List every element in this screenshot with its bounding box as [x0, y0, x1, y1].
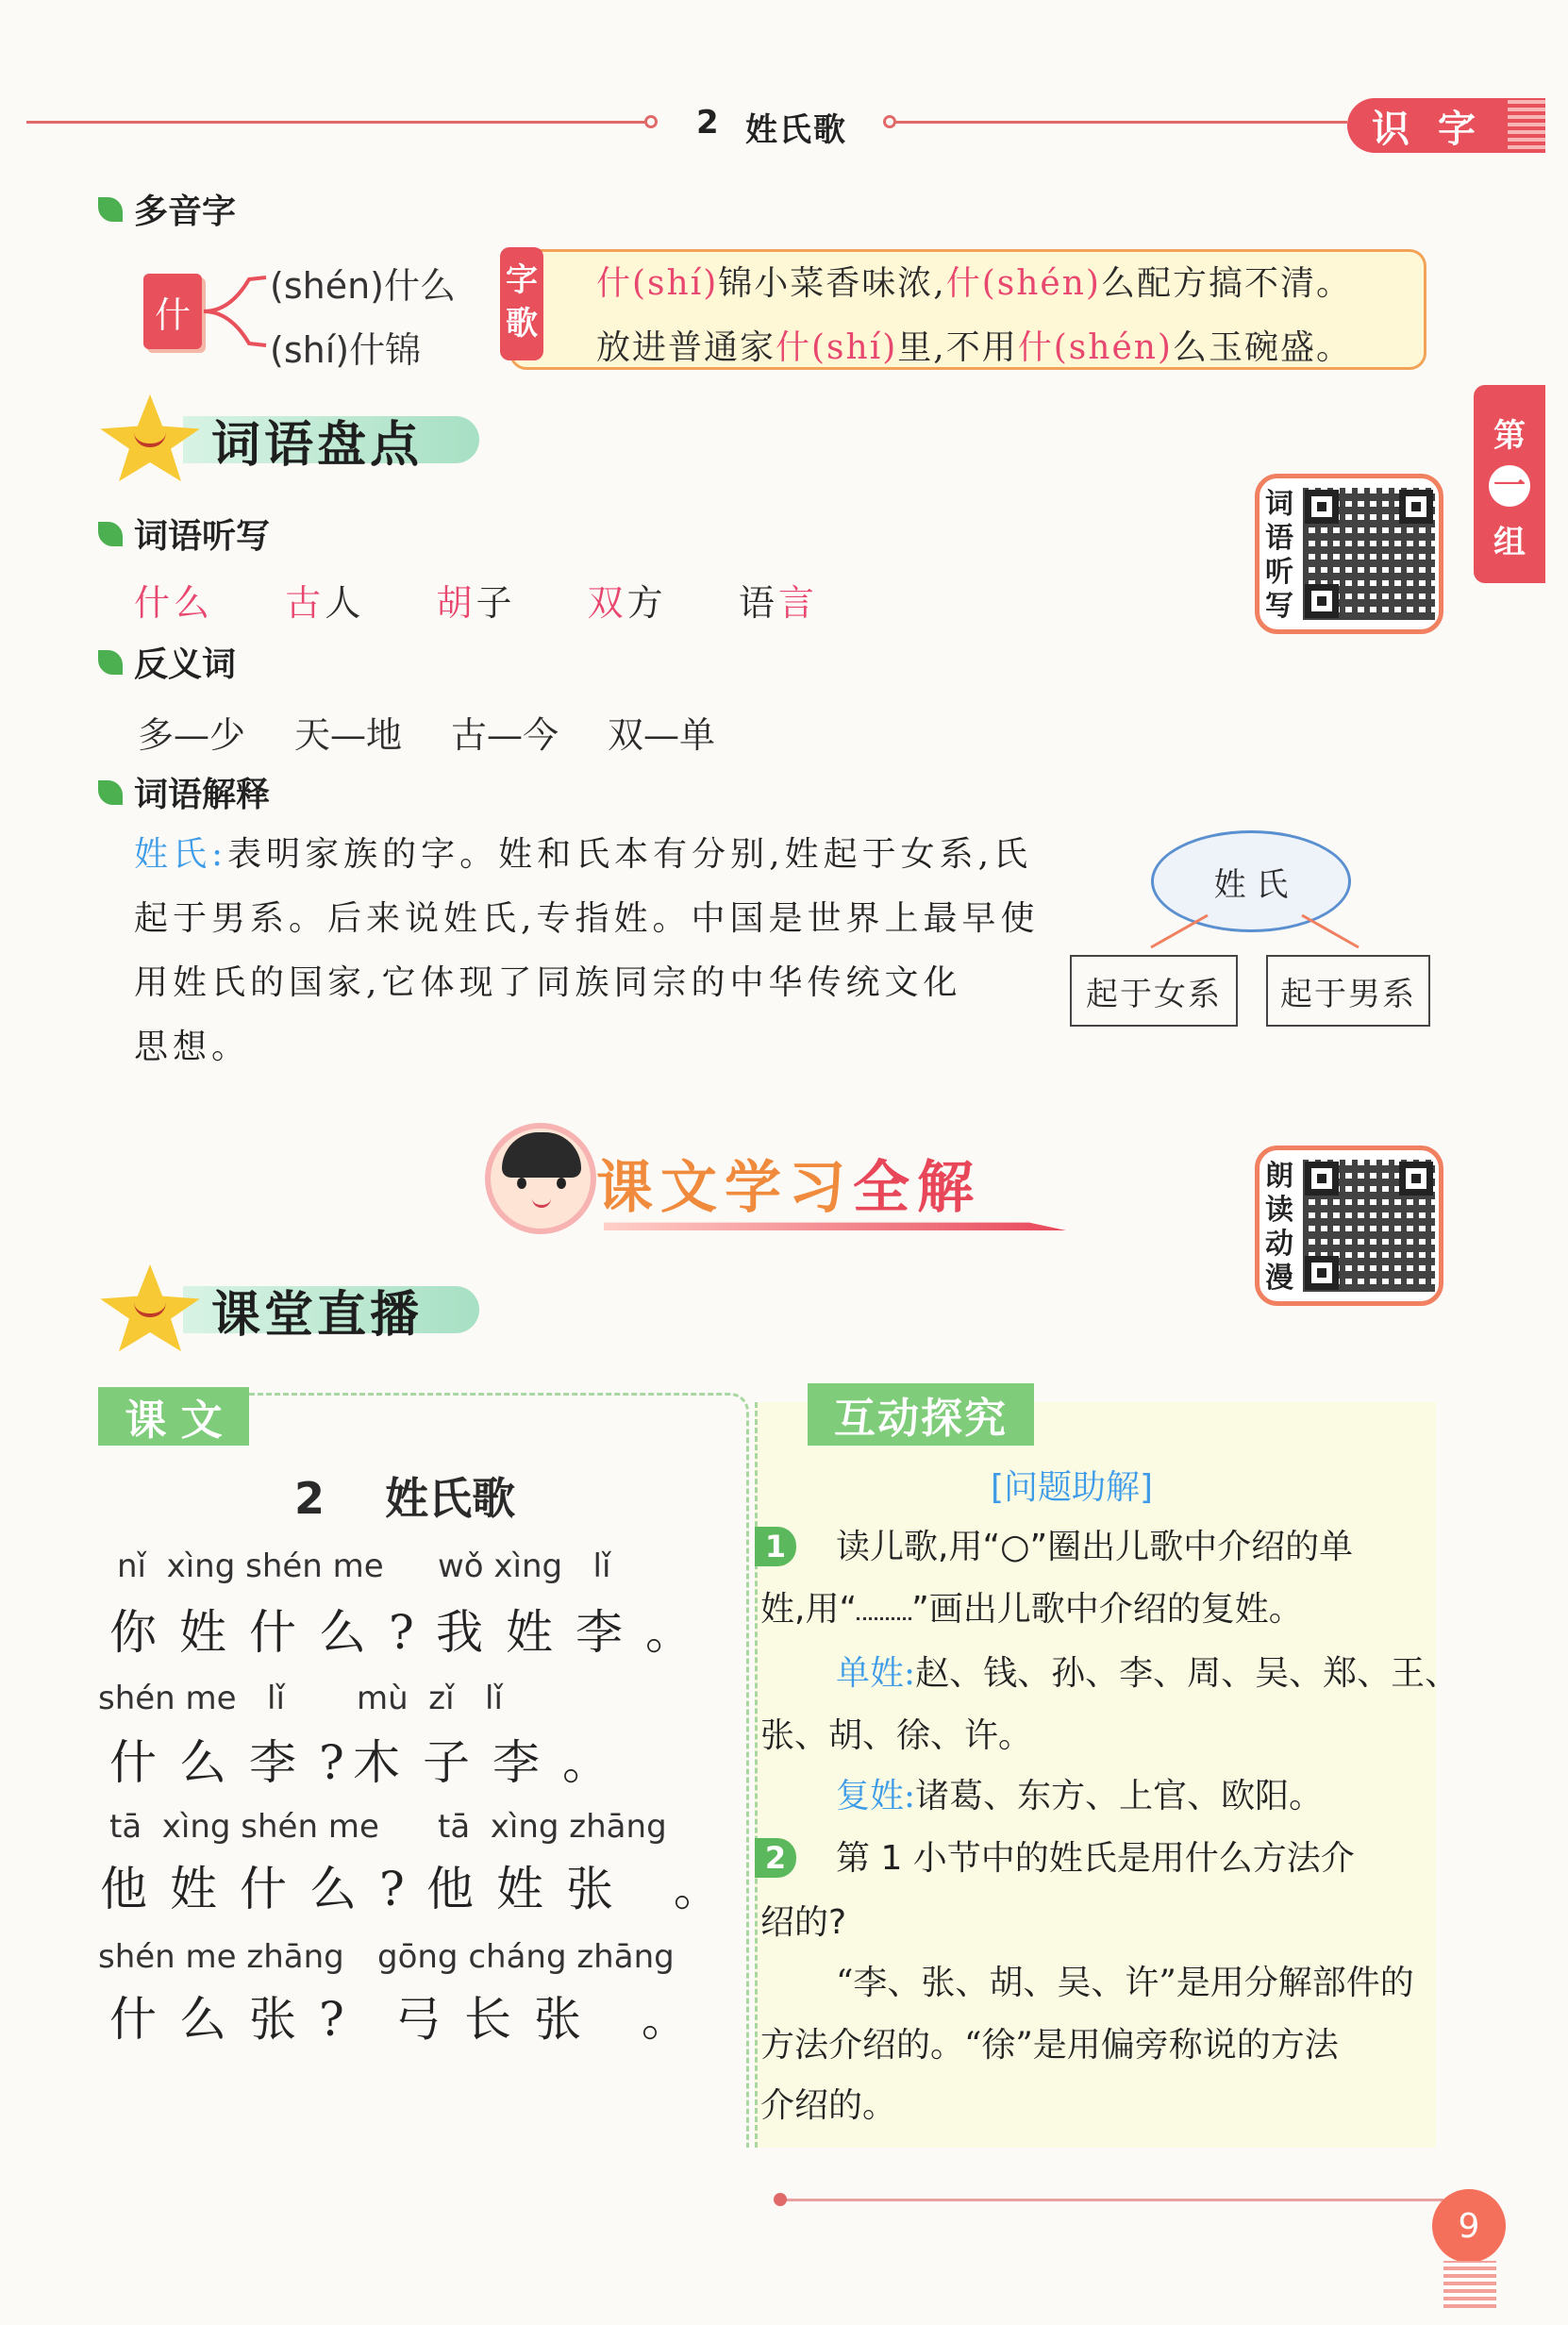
question-1-text: 读儿歌,用“○”圈出儿歌中介绍的单 — [836, 1528, 1354, 1566]
antonyms-heading-text: 反义词 — [134, 645, 237, 684]
question-2-line-2: 绍的? — [760, 1903, 847, 1942]
qr-eye — [1399, 490, 1433, 524]
explain-term: 姓氏: — [134, 835, 228, 874]
dictation-word: 人 — [325, 582, 365, 624]
antonym-pair: 古—今 — [451, 714, 559, 756]
diagram-top-label: 姓 氏 — [1213, 865, 1289, 904]
dictation-word-hl: 胡 — [436, 582, 476, 624]
answer-1 — [836, 1642, 1459, 1706]
study-banner — [596, 1142, 981, 1225]
song-text: 锦小菜香味浓, — [718, 264, 946, 303]
study-banner-text: 课文学习 — [596, 1155, 853, 1221]
diagram-arrows — [1132, 906, 1377, 962]
polyphonic-reading-1: (shén)什么 — [270, 265, 456, 307]
poem-pinyin: wǒ xìng lǐ — [438, 1547, 611, 1585]
dictation-word: 子 — [475, 582, 516, 624]
side-group-tab — [1474, 385, 1545, 583]
dictation-heading — [98, 510, 270, 558]
answer-3-line-3: 介绍的。 — [760, 2086, 897, 2125]
question-2: 第 1 小节中的姓氏是用什么方法介 — [836, 1839, 1355, 1878]
polyphonic-heading-text: 多音字 — [134, 192, 237, 231]
song-text: 么玉碗盛。 — [1172, 328, 1352, 367]
song-line-2 — [596, 321, 1352, 369]
side-tab-middle: 一 — [1489, 465, 1530, 507]
question-2-badge: 2 — [755, 1838, 796, 1878]
explain-heading — [98, 768, 270, 816]
footer-line — [783, 2199, 1443, 2201]
dictation-word-hl: 双 — [587, 582, 627, 624]
explain-text — [134, 823, 1040, 1079]
header-line-left — [26, 121, 649, 124]
leaf-icon — [98, 650, 123, 675]
explore-subtitle: [问题助解] — [991, 1468, 1154, 1507]
question-1-badge: 1 — [755, 1527, 796, 1566]
song-hl: 什(shí) — [596, 264, 719, 303]
qr-eye — [1399, 1162, 1433, 1196]
qr-animation-label: 朗读动漫 — [1265, 1160, 1293, 1295]
wavy-line-icon — [857, 1617, 911, 1620]
qr-dictation[interactable] — [1255, 474, 1443, 634]
page-number-badge — [1432, 2189, 1506, 2263]
polyphonic-char-box — [143, 274, 202, 349]
dictation-words — [134, 574, 818, 626]
song-hl: 什(shí) — [776, 328, 898, 367]
girl-avatar — [485, 1123, 596, 1234]
question-1-line-2 — [760, 1578, 1303, 1642]
explain-line: 用姓氏的国家,它体现了同族同宗的中华传统文化 — [134, 963, 962, 1002]
diagram-left-box: 起于女系 — [1070, 955, 1238, 1027]
answer-text: 诸葛、东方、上官、欧阳。 — [915, 1777, 1324, 1815]
header-tab — [1347, 98, 1508, 153]
poem-hanzi: 木子李。 — [353, 1735, 632, 1790]
live-banner-text: 课堂直播 — [183, 1286, 479, 1333]
header-dot-left — [644, 115, 658, 128]
qr-eye — [1305, 1256, 1339, 1290]
poem-hanzi: 他姓张 。 — [426, 1862, 743, 1916]
side-tab-bottom: 组 — [1493, 524, 1526, 561]
footer-stripes — [1443, 2261, 1496, 2308]
explain-heading-text: 词语解释 — [134, 776, 271, 814]
poem-title: 2 姓氏歌 — [294, 1473, 516, 1524]
poem-hanzi: 我姓李。 — [436, 1605, 715, 1660]
dictation-word-hl: 言 — [777, 582, 818, 624]
qr-eye — [1305, 1162, 1339, 1196]
qr-eye — [1305, 584, 1339, 618]
leaf-icon — [98, 522, 123, 546]
poem-pinyin: tā xìng shén me — [109, 1808, 379, 1846]
qr-eye — [1305, 490, 1339, 524]
dictation-heading-text: 词语听写 — [134, 517, 271, 556]
diagram-right-box: 起于男系 — [1266, 955, 1430, 1027]
polyphonic-reading-2: (shí)什锦 — [270, 329, 422, 371]
dictation-word: 什么 — [134, 582, 214, 624]
leaf-icon — [98, 197, 123, 222]
song-text: 么配方搞不清。 — [1100, 264, 1352, 303]
poem-hanzi: 你姓什么? — [109, 1605, 437, 1660]
dictation-word: 语 — [738, 582, 778, 624]
poem-pinyin: shén me zhāng — [98, 1938, 344, 1976]
poem-pinyin: nǐ xìng shén me — [117, 1547, 384, 1585]
header-tab-label: 识 字 — [1372, 107, 1483, 151]
qr-dictation-label: 词语听写 — [1265, 488, 1293, 623]
answer-3-line-2: 方法介绍的。“徐”是用偏旁称说的方法 — [760, 2026, 1339, 2065]
explain-line: 起于男系。后来说姓氏,专指姓。中国是世界上最早使 — [134, 899, 1040, 938]
header-lesson-number: 2 — [696, 104, 721, 142]
dictation-word: 方 — [626, 582, 667, 624]
song-line-1 — [596, 257, 1352, 305]
study-banner-highlight: 全解 — [853, 1155, 981, 1221]
side-tab-top: 第 — [1493, 417, 1526, 455]
qr-animation[interactable] — [1255, 1146, 1443, 1306]
antonym-pair: 天—地 — [294, 714, 403, 756]
song-hl: 什(shén) — [945, 264, 1101, 303]
question-1-text: 姓,用“ — [760, 1590, 858, 1629]
song-text: 里,不用 — [897, 328, 1018, 367]
song-label: 字歌 — [500, 247, 543, 360]
answer-1-line-2: 张、胡、徐、许。 — [760, 1716, 1033, 1755]
vocab-banner — [98, 394, 479, 485]
answer-2 — [836, 1765, 1323, 1829]
leaf-icon — [98, 780, 123, 805]
poem-hanzi: 他姓什么? — [100, 1862, 427, 1916]
polyphonic-brace — [202, 272, 268, 351]
song-text: 放进普通家 — [596, 328, 776, 367]
song-hl: 什(shén) — [1017, 328, 1173, 367]
polyphonic-char: 什 — [154, 293, 191, 336]
antonyms-heading — [98, 638, 236, 686]
antonym-pair: 多—少 — [138, 714, 246, 756]
poem-pinyin: tā xìng zhāng — [438, 1808, 667, 1846]
text-tab: 课 文 — [98, 1387, 249, 1446]
poem-hanzi: 弓长张 。 — [394, 1992, 711, 2047]
answer-text: 赵、钱、孙、李、周、吴、郑、王、 — [915, 1654, 1460, 1693]
question-1 — [836, 1515, 1353, 1580]
polyphonic-heading — [98, 185, 236, 233]
explain-line: 表明家族的字。姓和氏本有分别,姓起于女系,氏 — [227, 835, 1033, 874]
poem-pinyin: gōng cháng zhāng — [377, 1938, 675, 1976]
vocab-banner-text: 词语盘点 — [183, 416, 479, 463]
question-1-text: ”画出儿歌中介绍的复姓。 — [911, 1590, 1303, 1629]
poem-hanzi: 什么李? — [109, 1735, 367, 1790]
poem-hanzi: 什么张? — [109, 1992, 367, 2047]
antonym-list — [138, 706, 715, 758]
poem-pinyin: shén me lǐ — [98, 1680, 285, 1717]
header-title: 姓氏歌 — [745, 111, 847, 149]
footer-dot — [774, 2193, 787, 2206]
explain-line: 思想。 — [134, 1028, 251, 1066]
page-number: 9 — [1458, 2206, 1480, 2246]
dictation-word-hl: 古 — [285, 582, 325, 624]
answer-label: 复姓: — [836, 1777, 916, 1815]
header-line-right — [894, 121, 1347, 124]
header-tab-stripes — [1508, 98, 1545, 153]
explore-tab: 互动探究 — [808, 1383, 1034, 1446]
poem-pinyin: mù zǐ lǐ — [357, 1680, 503, 1717]
antonym-pair: 双—单 — [608, 714, 716, 756]
answer-3-line-1: “李、张、胡、吴、许”是用分解部件的 — [836, 1964, 1414, 2002]
live-banner — [98, 1264, 479, 1355]
answer-label: 单姓: — [836, 1654, 916, 1693]
